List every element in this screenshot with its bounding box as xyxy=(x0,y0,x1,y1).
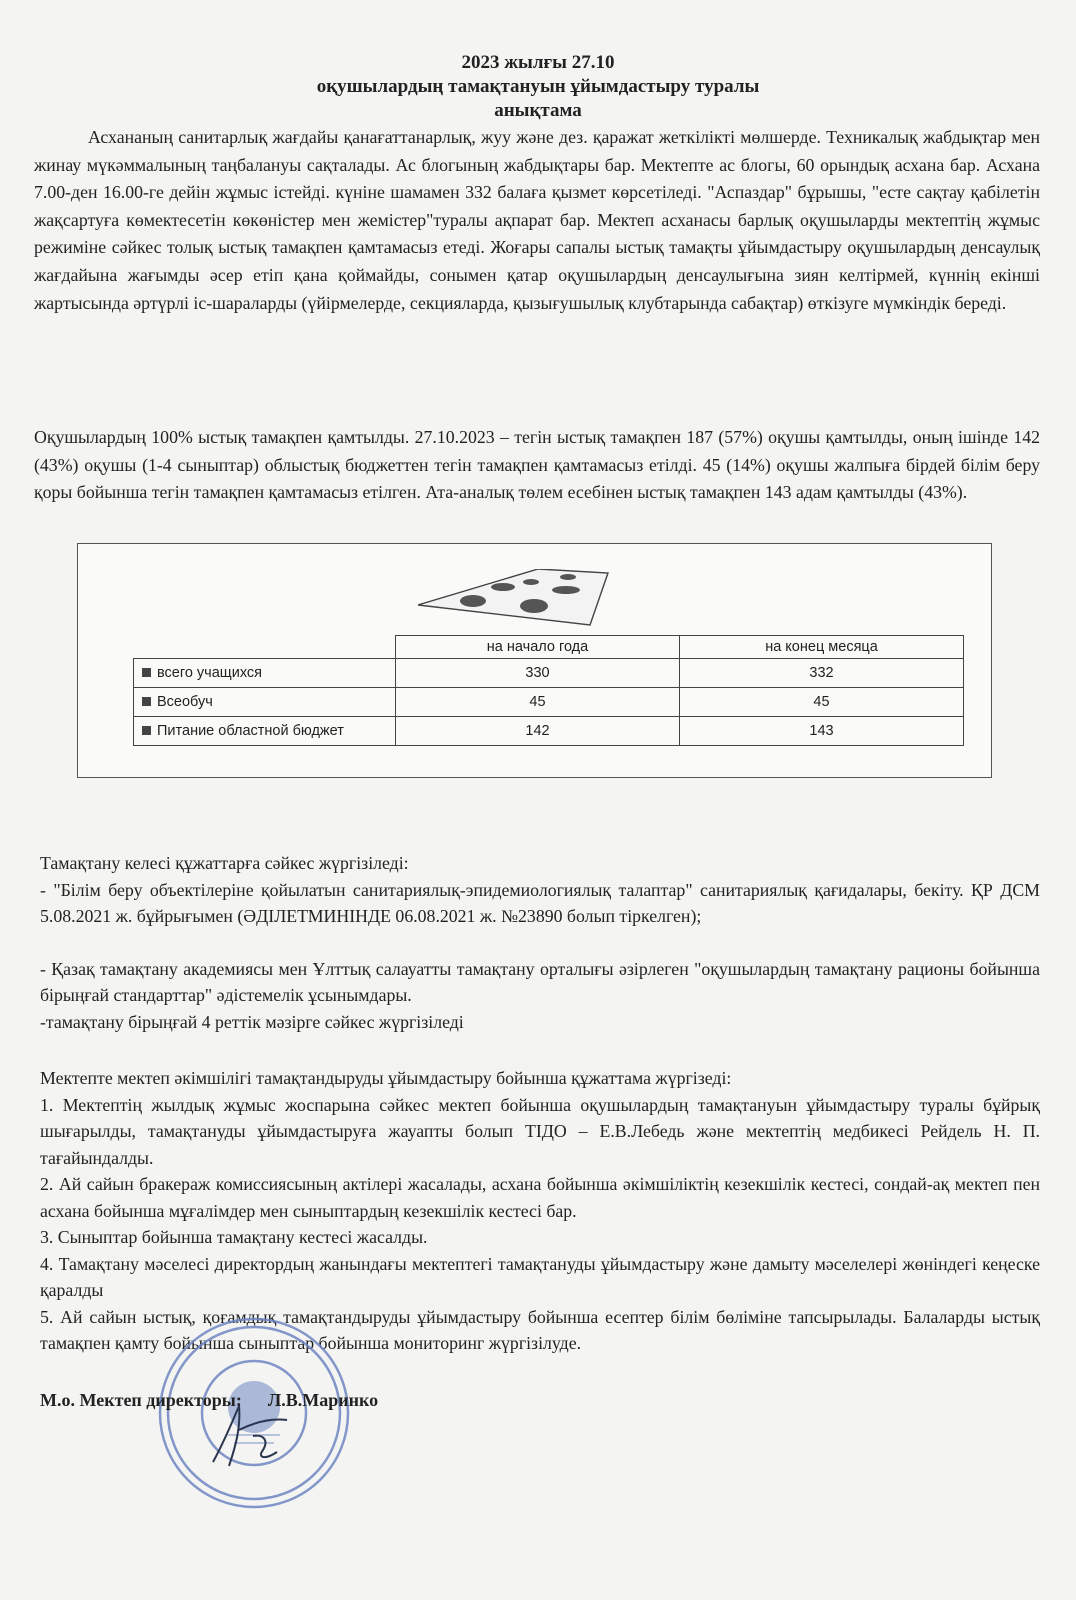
table-header-row xyxy=(134,636,964,659)
legend-marker-icon xyxy=(142,697,151,706)
regulation-item: -тамақтану бірыңғай 4 реттік мәзірге сәйкес жүргізіледі xyxy=(40,1011,464,1032)
administration-item: 2. Ай сайын бракераж комиссиясының актілері жасалады, асхана бойынша әкімшіліктің кезекшілік кестесі, сондай-ақ мектеп пен асхана бойынша мұғалімдер мен сыныптардың кезекшілік кестесі бар. xyxy=(40,1174,1040,1221)
table-cell: 142 xyxy=(396,717,680,746)
regulations-section xyxy=(40,850,1040,1035)
intro-paragraph: Асхананың санитарлық жағдайы қанағаттанарлық, жуу және дез. қаражат жеткілікті мөлшерде. Техникалық жабдықтар мен жинау мүкәммалының таңбалануы сақталады. Ас блогының жабдықтары бар. Мектепте ас блогы, 60 орындық асхана бар. Асхана 7.00-ден 16.00-ге дейін жұмыс істейді. күніне шамамен 332 балаға қызмет көрсетіледі. "Аспаздар" бұрышы, "есте сақтау қабілетін жақсартуға көмектесетін көкөністер мен жемістер"туралы ақпарат бар. Мектеп асханасы барлық оқушыларды мектептің жұмыс режиміне сәйкес толық ыстық тамақпен қамтамасыз етеді. Жоғары сапалы ыстық тамақты ұйымдастыру оқушылардың денсаулық жағдайына жағымды әсер етіп қана қоймайды, сонымен қатар оқушылардың денсаулығына зиян келтірмей, күннің екінші жартысында әртүрлі іс-шараларды (үйірмелерде, секцияларда, қызығушылық клубтарында сабақтар) өткізуге мүмкіндік береді. xyxy=(34,127,1040,313)
legend-marker-icon xyxy=(142,726,151,735)
row-label: всего учащихся xyxy=(157,665,263,681)
table-cell: 143 xyxy=(680,717,964,746)
administration-section xyxy=(40,1065,1040,1357)
legend-marker-icon xyxy=(142,668,151,677)
data-table-chart xyxy=(77,543,992,778)
document-type: анықтама xyxy=(494,100,582,121)
plate-illustration xyxy=(418,569,618,627)
table-column-header: на начало года xyxy=(396,636,680,659)
administration-item: 5. Ай сайын ыстық, қоғамдық тамақтандыруды ұйымдастыру бойынша есептер білім бөліміне тапсырылады. Балаларды ыстық тамақпен қамту бойынша сыныптар бойынша мониторинг жүргізілуде. xyxy=(40,1306,1040,1353)
table-row xyxy=(134,717,964,746)
row-label: Питание областной бюджет xyxy=(157,723,344,739)
table-cell: 45 xyxy=(396,688,680,717)
table-row xyxy=(134,688,964,717)
signature-role: М.о. Мектеп директоры: xyxy=(40,1390,242,1410)
table-cell: 332 xyxy=(680,659,964,688)
coverage-paragraph: Оқушылардың 100% ыстық тамақпен қамтылды. 27.10.2023 – тегін ыстық тамақпен 187 (57%) оқушы қамтылды, оның ішінде 142 (43%) оқушы (1-4 сыныптар) облыстық бюджеттен тегін тамақпен қамтамасыз етілді. 45 (14%) оқушы жалпыға бірдей білім беру қоры бойынша тегін тамақпен қамтамасыз етілген. Ата-аналық төлем есебінен ыстық тамақпен 143 адам қамтылды (43%). xyxy=(34,427,1040,503)
table-cell: 45 xyxy=(680,688,964,717)
signature-block xyxy=(40,1390,378,1411)
administration-intro: Мектепте мектеп әкімшілігі тамақтандыруды ұйымдастыру бойынша құжаттама жүргізеді: xyxy=(40,1068,732,1088)
administration-item: 1. Мектептің жылдық жұмыс жоспарына сәйкес мектеп бойынша оқушылардың тамақтануын ұйымдастыру туралы бұйрық шығарылды, тамақтануды ұйымдастыруға жауапты болып ТІДО – Е.В.Лебедь және мектептің медбикесі Рейдель Н. П. тағайындалды. xyxy=(40,1094,1040,1168)
table-cell: 330 xyxy=(396,659,680,688)
document-date: 2023 жылғы 27.10 xyxy=(461,52,615,73)
table-corner xyxy=(134,636,396,659)
regulations-intro: Тамақтану келесі құжаттарға сәйкес жүргізіледі: xyxy=(40,853,409,873)
table-column-header: на конец месяца xyxy=(680,636,964,659)
administration-item: 4. Тамақтану мәселесі директордың жанындағы мектептегі тамақтануды ұйымдастыру және дамыту мәселелері жөніндегі кеңеске қаралды xyxy=(40,1253,1040,1300)
signature-name: Л.В.Маринко xyxy=(267,1390,379,1410)
row-label: Всеобуч xyxy=(157,694,213,710)
regulation-item: - Қазақ тамақтану академиясы мен Ұлттық салауатты тамақтану орталығы әзірлеген "оқушылардың тамақтану рационы бойынша бірыңғай стандарттар" әдістемелік ұсынымдары. xyxy=(40,958,1040,1005)
document-title: оқушылардың тамақтануын ұйымдастыру туралы xyxy=(316,76,760,97)
administration-item: 3. Сыныптар бойынша тамақтану кестесі жасалды. xyxy=(40,1227,428,1247)
regulation-item: - "Білім беру объектілеріне қойылатын санитариялық-эпидемиологиялық талаптар" санитариялық қағидалары, бекіту. ҚР ДСМ 5.08.2021 ж. бұйрығымен (ӘДІЛЕТМИНІНДЕ 06.08.2021 ж. №23890 болып тіркелген); xyxy=(40,879,1040,926)
table-row xyxy=(134,659,964,688)
data-table xyxy=(133,635,964,746)
